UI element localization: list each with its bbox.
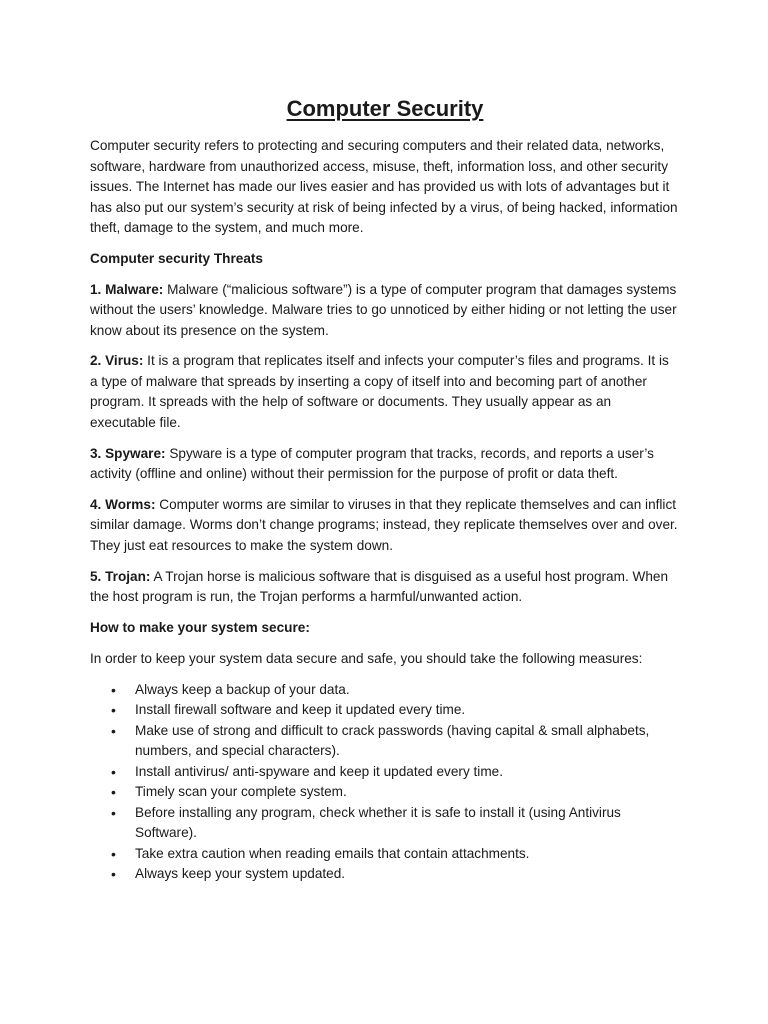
threat-text-worms: Computer worms are similar to viruses in that they replicate themselves and can inflict similar damage. Worms don’t change programs; instead, they replicate themselves over and over. They just eat resources to make the system down. — [90, 496, 678, 553]
list-item: • Take extra caution when reading emails that contain attachments. — [90, 844, 680, 865]
threat-title-trojan: 5. Trojan: — [90, 568, 151, 584]
threat-paragraph-spyware — [90, 444, 680, 485]
document-title: Computer Security — [286, 96, 484, 121]
threat-paragraph-worms — [90, 495, 680, 557]
threat-text-spyware: Spyware is a type of computer program that tracks, records, and reports a user’s activity (offline and online) without their permission for the purpose of profit or data theft. — [90, 445, 654, 482]
threats-heading: Computer security Threats — [90, 250, 263, 266]
threat-title-malware: 1. Malware: — [90, 281, 164, 297]
threat-paragraph-virus — [90, 351, 680, 433]
secure-heading: How to make your system secure: — [90, 620, 310, 636]
measures-list — [90, 680, 680, 885]
list-item: • Always keep a backup of your data. — [90, 680, 680, 701]
list-item: • Timely scan your complete system. — [90, 782, 680, 803]
threat-title-spyware: 3. Spyware: — [90, 445, 166, 461]
threat-paragraph-malware — [90, 280, 680, 342]
threat-paragraph-trojan — [90, 567, 680, 608]
threat-text-malware: Malware (“malicious software”) is a type of computer program that damages systems without the users’ knowledge. Malware tries to go unnoticed by either hiding or not letting the user know about its presence on the system. — [90, 281, 677, 338]
secure-intro-paragraph: In order to keep your system data secure and safe, you should take the following measures: — [90, 650, 643, 666]
list-item: • Install antivirus/ anti-spyware and keep it updated every time. — [90, 762, 680, 783]
document-content — [90, 94, 680, 885]
list-item: • Before installing any program, check whether it is safe to install it (using Antivirus Software). — [90, 803, 680, 844]
list-item: • Make use of strong and difficult to crack passwords (having capital & small alphabets, numbers, and special characters). — [90, 721, 680, 762]
threat-title-virus: 2. Virus: — [90, 353, 144, 369]
intro-paragraph: Computer security refers to protecting and securing computers and their related data, networks, software, hardware from unauthorized access, misuse, theft, information loss, and other security issues. The Internet has made our lives easier and has provided us with lots of advantages but it has also put our system’s security at risk of being infected by a virus, of being hacked, information theft, damage to the system, and much more. — [90, 138, 678, 235]
list-item: • Install firewall software and keep it updated every time. — [90, 700, 680, 721]
threat-text-virus: It is a program that replicates itself and infects your computer’s files and programs. It is a type of malware that spreads by inserting a copy of itself into and becoming part of another program. It spreads with the help of software or documents. They usually appear as an executable file. — [90, 353, 669, 430]
threat-title-worms: 4. Worms: — [90, 496, 156, 512]
threat-text-trojan: A Trojan horse is malicious software that is disguised as a useful host program. When the host program is run, the Trojan performs a harmful/unwanted action. — [90, 568, 669, 605]
list-item: • Always keep your system updated. — [90, 864, 680, 885]
